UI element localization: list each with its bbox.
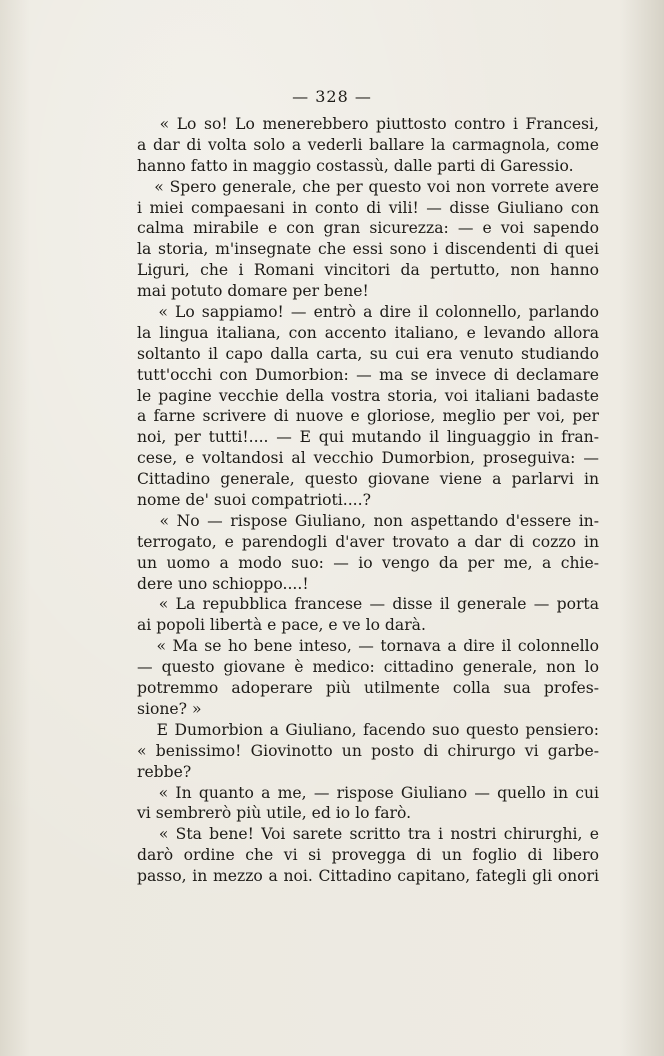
text-line: la storia, m'insegnate che essi sono i discendenti di quei bbox=[137, 240, 599, 259]
text-line: darò ordine che vi si provegga di un foglio di libero bbox=[137, 846, 599, 865]
text-line: un uomo a modo suo: — io vengo da per me, a chie- bbox=[137, 553, 599, 572]
text-line: E Dumorbion a Giuliano, facendo suo questo pensiero: bbox=[137, 720, 599, 739]
text-line: passo, in mezzo a noi. Cittadino capitano, fategli gli onori bbox=[137, 867, 599, 886]
text-line: « Lo sappiamo! — entrò a dire il colonnello, parlando bbox=[137, 303, 599, 322]
text-line: « La repubblica francese — disse il generale — porta bbox=[137, 595, 599, 614]
text-line: terrogato, e parendogli d'aver trovato a dar di cozzo in bbox=[137, 532, 599, 551]
text-line: « No — rispose Giuliano, non aspettando d'essere in- bbox=[137, 511, 599, 530]
text-line: a farne scrivere di nuove e gloriose, meglio per voi, per bbox=[137, 407, 599, 426]
text-line: ai popoli libertà e pace, e ve lo darà. bbox=[137, 616, 426, 635]
text-line: sione? » bbox=[137, 699, 202, 718]
text-line: la lingua italiana, con accento italiano, e levando allora bbox=[137, 323, 599, 342]
text-line: nome de' suoi compatrioti....? bbox=[137, 491, 371, 510]
text-line: i miei compaesani in conto di vili! — disse Giuliano con bbox=[137, 198, 599, 217]
text-line: « benissimo! Giovinotto un posto di chirurgo vi garbe- bbox=[137, 741, 599, 760]
text-line: potremmo adoperare più utilmente colla sua profes- bbox=[137, 679, 599, 698]
body-text bbox=[137, 114, 599, 887]
text-line: « Spero generale, che per questo voi non vorrete avere bbox=[137, 177, 599, 196]
text-line: tutt'occhi con Dumorbion: — ma se invece di declamare bbox=[137, 365, 599, 384]
text-line: cese, e voltandosi al vecchio Dumorbion, proseguiva: — bbox=[137, 449, 599, 468]
text-line: « Lo so! Lo menerebbero piuttosto contro i Francesi, bbox=[137, 115, 599, 133]
text-line: hanno fatto in maggio costassù, dalle parti di Garessio. bbox=[137, 156, 574, 175]
text-line: « Ma se ho bene inteso, — tornava a dire il colonnello bbox=[137, 637, 599, 656]
text-line: mai potuto domare per bene! bbox=[137, 282, 369, 301]
text-line: a dar di volta solo a vederli ballare la carmagnola, come bbox=[137, 135, 599, 154]
text-line: dere uno schioppo....! bbox=[137, 574, 309, 593]
text-line: « Sta bene! Voi sarete scritto tra i nostri chirurghi, e bbox=[137, 825, 599, 844]
page-number: — 328 — bbox=[292, 87, 372, 106]
text-line: noi, per tutti!.... — E qui mutando il linguaggio in fran- bbox=[137, 428, 599, 447]
text-line: soltanto il capo dalla carta, su cui era venuto studiando bbox=[137, 344, 599, 363]
text-line: « In quanto a me, — rispose Giuliano — quello in cui bbox=[137, 783, 599, 802]
text-line: le pagine vecchie della vostra storia, voi italiani badaste bbox=[137, 386, 599, 405]
text-line: rebbe? bbox=[137, 762, 192, 781]
text-line: vi sembrerò più utile, ed io lo farò. bbox=[137, 804, 412, 823]
text-line: — questo giovane è medico: cittadino generale, non lo bbox=[137, 658, 599, 677]
text-line: calma mirabile e con gran sicurezza: — e voi sapendo bbox=[137, 219, 599, 238]
text-line: Cittadino generale, questo giovane viene a parlarvi in bbox=[137, 470, 599, 489]
text-line: Liguri, che i Romani vincitori da pertutto, non hanno bbox=[137, 261, 599, 280]
